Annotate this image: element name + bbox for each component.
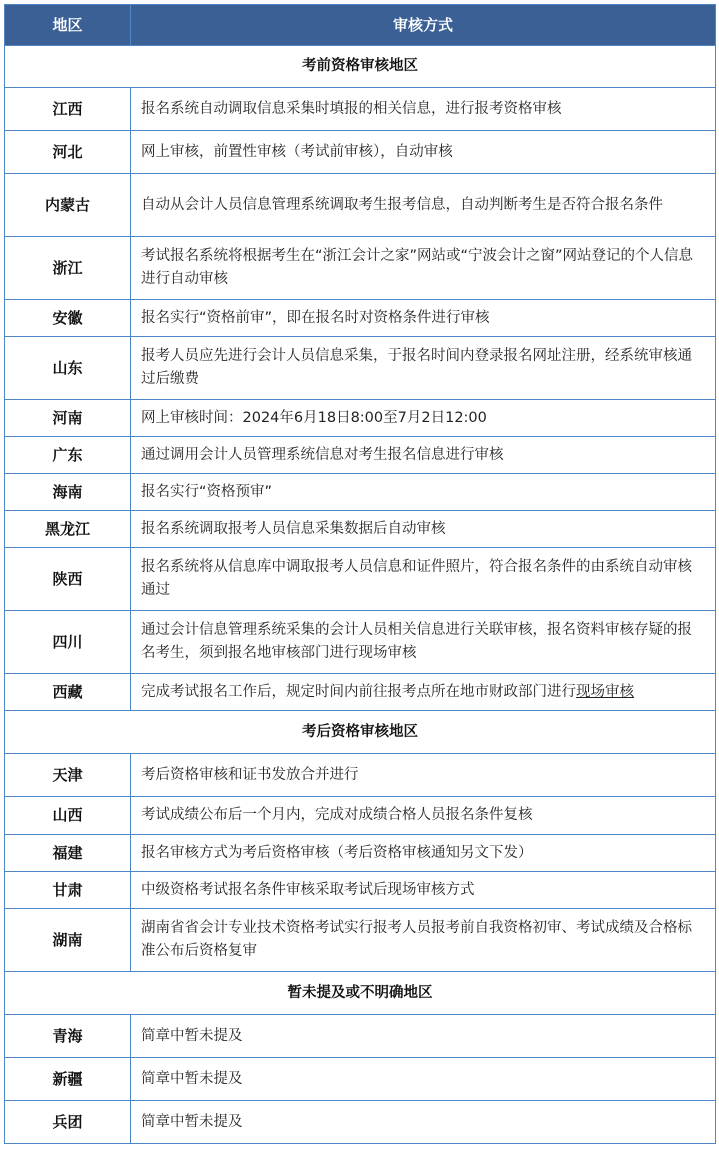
method-cell (131, 474, 716, 511)
table-row (5, 1058, 716, 1101)
method-cell (131, 674, 716, 711)
region-cell: 安徽 (5, 300, 131, 337)
method-cell (131, 548, 716, 611)
method-cell (131, 437, 716, 474)
section-title: 考前资格审核地区 (5, 46, 716, 88)
method-text: 网上审核，前置性审核（考试前审核），自动审核 (141, 143, 453, 160)
table-row (5, 611, 716, 674)
method-text: 湖南省省会计专业技术资格考试实行报考人员报考前自我资格初审、考试成绩及合格标准公布后资格复审 (141, 920, 692, 959)
section-title: 暂未提及或不明确地区 (5, 972, 716, 1015)
method-cell (131, 300, 716, 337)
region-cell: 福建 (5, 835, 131, 872)
table-row (5, 797, 716, 835)
method-text: 简章中暂未提及 (141, 1113, 243, 1130)
table-row (5, 511, 716, 548)
region-cell: 江西 (5, 88, 131, 131)
method-text: 报考人员应先进行会计人员信息采集，于报名时间内登录报名网址注册，经系统审核通过后缴费 (141, 348, 692, 387)
method-cell (131, 337, 716, 400)
audit-method-table (4, 4, 716, 1144)
method-cell (131, 1101, 716, 1144)
method-text: 通过会计信息管理系统采集的会计人员相关信息进行关联审核，报名资料审核存疑的报名考生，须到报名地审核部门进行现场审核 (141, 622, 692, 661)
method-cell (131, 1015, 716, 1058)
region-cell: 黑龙江 (5, 511, 131, 548)
region-cell: 内蒙古 (5, 174, 131, 237)
method-text: 网上审核时间：2024年6月18日8:00至7月2日12:00 (141, 409, 487, 426)
region-cell: 山东 (5, 337, 131, 400)
method-text: 考试报名系统将根据考生在“浙江会计之家”网站或“宁波会计之窗”网站登记的个人信息进行自动审核 (141, 248, 694, 287)
method-cell (131, 1058, 716, 1101)
table-row (5, 872, 716, 909)
header-method: 审核方式 (131, 5, 716, 46)
region-cell: 兵团 (5, 1101, 131, 1144)
table-header-row (5, 5, 716, 46)
method-cell (131, 400, 716, 437)
region-cell: 青海 (5, 1015, 131, 1058)
method-cell (131, 131, 716, 174)
section-row (5, 972, 716, 1015)
method-cell (131, 174, 716, 237)
table-row (5, 1101, 716, 1144)
table-row (5, 909, 716, 972)
section-title: 考后资格审核地区 (5, 711, 716, 754)
method-text: 简章中暂未提及 (141, 1070, 243, 1087)
method-text: 报名系统调取报考人员信息采集数据后自动审核 (141, 520, 446, 537)
method-text: 中级资格考试报名条件审核采取考试后现场审核方式 (141, 881, 475, 898)
table-row (5, 237, 716, 300)
table-row (5, 437, 716, 474)
method-text: 完成考试报名工作后，规定时间内前往报考点所在地市财政部门进行 (141, 683, 576, 700)
method-cell (131, 797, 716, 835)
header-region: 地区 (5, 5, 131, 46)
method-cell (131, 511, 716, 548)
table-row (5, 1015, 716, 1058)
table-row (5, 131, 716, 174)
region-cell: 陕西 (5, 548, 131, 611)
table-row (5, 88, 716, 131)
table-row (5, 400, 716, 437)
method-text: 简章中暂未提及 (141, 1027, 243, 1044)
region-cell: 西藏 (5, 674, 131, 711)
method-text: 考试成绩公布后一个月内，完成对成绩合格人员报名条件复核 (141, 807, 533, 823)
section-row (5, 46, 716, 88)
method-cell (131, 835, 716, 872)
method-text: 报名系统将从信息库中调取报考人员信息和证件照片，符合报名条件的由系统自动审核通过 (141, 559, 692, 598)
table-row (5, 174, 716, 237)
method-cell (131, 872, 716, 909)
table-row (5, 835, 716, 872)
region-cell: 山西 (5, 797, 131, 835)
table-row (5, 300, 716, 337)
region-cell: 海南 (5, 474, 131, 511)
method-text: 报名审核方式为考后资格审核（考后资格审核通知另文下发） (141, 844, 533, 861)
region-cell: 广东 (5, 437, 131, 474)
onsite-review-link[interactable]: 现场审核 (576, 683, 634, 700)
section-row (5, 711, 716, 754)
method-text: 报名实行“资格前审”，即在报名时对资格条件进行审核 (141, 309, 490, 326)
table-row (5, 674, 716, 711)
method-text: 考后资格审核和证书发放合并进行 (141, 766, 359, 783)
method-cell (131, 909, 716, 972)
table-row (5, 337, 716, 400)
table-row (5, 754, 716, 797)
region-cell: 四川 (5, 611, 131, 674)
region-cell: 浙江 (5, 237, 131, 300)
method-cell (131, 88, 716, 131)
method-cell (131, 754, 716, 797)
method-text: 通过调用会计人员管理系统信息对考生报名信息进行审核 (141, 446, 504, 463)
table-row (5, 548, 716, 611)
region-cell: 天津 (5, 754, 131, 797)
region-cell: 河南 (5, 400, 131, 437)
method-text: 报名实行“资格预审” (141, 483, 273, 500)
table-row (5, 474, 716, 511)
method-text: 报名系统自动调取信息采集时填报的相关信息，进行报考资格审核 (141, 100, 562, 117)
method-cell (131, 611, 716, 674)
region-cell: 新疆 (5, 1058, 131, 1101)
region-cell: 甘肃 (5, 872, 131, 909)
method-text: 自动从会计人员信息管理系统调取考生报考信息，自动判断考生是否符合报名条件 (141, 196, 663, 213)
method-cell (131, 237, 716, 300)
region-cell: 湖南 (5, 909, 131, 972)
region-cell: 河北 (5, 131, 131, 174)
